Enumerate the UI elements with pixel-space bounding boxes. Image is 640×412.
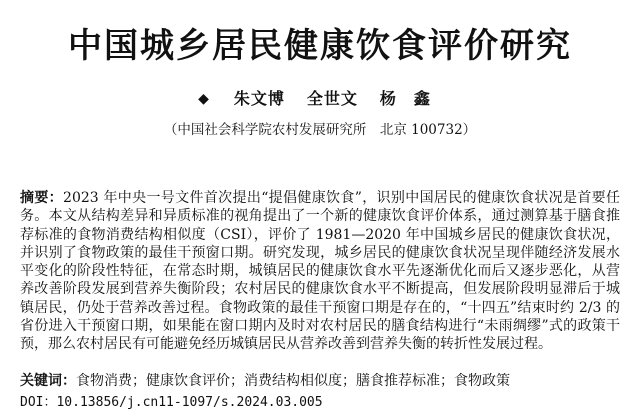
abstract-text: 2023 年中央一号文件首次提出“提倡健康饮食”，识别中国居民的健康饮食状况是首要任务。本文从结构差异和异质标准的视角提出了一个新的健康饮食评价体系，通过测算基于膳食推荐标准的食物消费结构相似度（CSI），评价了 1981—2020 年中国城乡居民的健康饮食状况，并识别了食物政策的最佳干预窗口期。研究发现，城乡居民的健康饮食状况呈现伴随经济发展水平变化的阶段性特征，在常态时期，城镇居民的健康饮食水平先逐渐优化而后又逐步恶化，从营养改善阶段发展到营养失衡阶段；农村居民的健康饮食水平不断提高，但发展阶段明显滞后于城镇居民，仍处于营养改善过程。食物政策的最佳干预窗口期是存在的，“十四五”结束时约 2/3 的省份进入干预窗口期，如果能在窗口期内及时对农村居民的膳食结构进行“未雨绸缪”式的政策干预，那么农村居民有可能避免经历城镇居民从营养改善到营养失衡的转折性发展过程。 <box>20 190 620 353</box>
keywords <box>20 372 620 390</box>
author-marker-icon: ◆ <box>198 91 209 107</box>
author-name: 杨 鑫 <box>379 89 431 108</box>
affiliation: （中国社会科学院农村发展研究所 北京 100732） <box>163 122 477 138</box>
paper-title: 中国城乡居民健康饮食评价研究 <box>68 26 572 66</box>
abstract-label: 摘要： <box>20 190 64 206</box>
author-name: 朱文博 <box>233 89 285 108</box>
author-name: 全世文 <box>306 89 358 108</box>
keywords-label: 关键词： <box>20 373 76 389</box>
doi: DOI：10.13856/j.cn11-1097/s.2024.03.005 <box>20 395 323 410</box>
author-line <box>0 88 640 110</box>
abstract <box>20 189 620 354</box>
keywords-text: 食物消费；健康饮食评价；消费结构相似度；膳食推荐标准；食物政策 <box>76 373 510 389</box>
